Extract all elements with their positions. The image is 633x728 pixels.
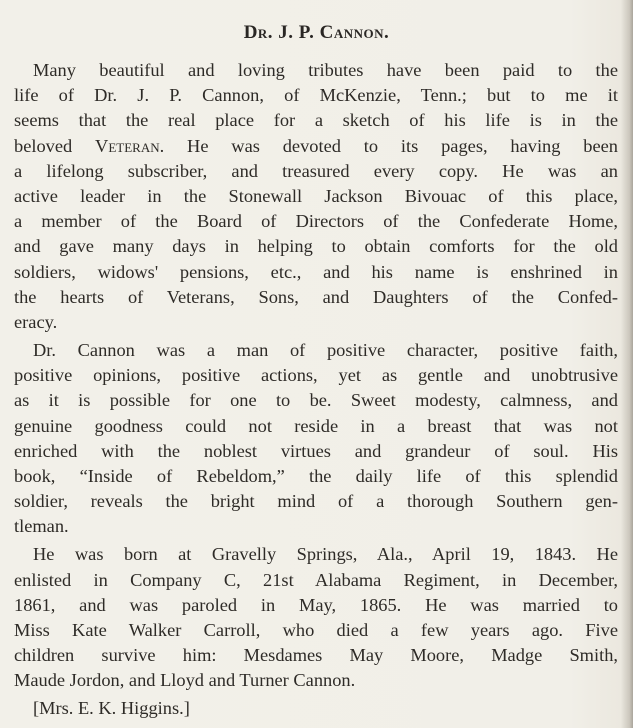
page-edge-shadow (621, 0, 633, 728)
text-fragment: beloved (14, 135, 73, 156)
text-line: as it is possible for one to be. Sweet modesty, calmness, and (14, 390, 618, 411)
text-line: a member of the Board of Directors of the Confederate Home, (14, 211, 618, 232)
text-line: enriched with the noblest virtues and grandeur of soul. His (14, 440, 618, 461)
text-line: soldiers, widows' pensions, etc., and his name is enshrined in (14, 261, 618, 282)
text-fragment: . He was devoted to its pages, having been (159, 135, 618, 156)
text-line: children survive him: Mesdames May Moore, Madge Smith, (14, 645, 618, 666)
text-line: book, “Inside of Rebeldom,” the daily life of this splendid (14, 466, 618, 487)
author-signature: [Mrs. E. K. Higgins.] (33, 698, 190, 719)
text-line: positive opinions, positive actions, yet as gentle and unobtrusive (14, 365, 618, 386)
text-line: eracy. (14, 312, 58, 333)
text-line: Dr. Cannon was a man of positive character, positive faith, (33, 340, 618, 361)
text-line: soldier, reveals the bright mind of a thorough Southern gen- (14, 491, 618, 512)
text-line: seems that the real place for a sketch of his life is in the (14, 110, 618, 131)
text-line: 1861, and was paroled in May, 1865. He was married to (14, 594, 618, 615)
text-line: Maude Jordon, and Lloyd and Turner Cannon. (14, 670, 356, 691)
text-line: genuine goodness could not reside in a breast that was not (14, 415, 618, 436)
article-title: Dr. J. P. Cannon. (243, 22, 390, 43)
text-line: He was born at Gravelly Springs, Ala., April 19, 1843. He (33, 544, 618, 565)
text-line: tleman. (14, 516, 69, 537)
paragraph-2 (14, 338, 618, 540)
paragraph-1 (14, 58, 618, 335)
veteran-small-caps: Veteran (95, 135, 160, 156)
text-line: enlisted in Company C, 21st Alabama Regiment, in December, (14, 569, 618, 590)
paragraph-3 (14, 542, 618, 693)
text-line: a lifelong subscriber, and treasured every copy. He was an (14, 160, 618, 181)
text-line: and gave many days in helping to obtain comforts for the old (14, 236, 618, 257)
text-line: active leader in the Stonewall Jackson Bivouac of this place, (14, 186, 618, 207)
text-line-with-veteran (14, 134, 618, 159)
text-line: Miss Kate Walker Carroll, who died a few years ago. Five (14, 620, 618, 641)
text-line: life of Dr. J. P. Cannon, of McKenzie, Tenn.; but to me it (14, 85, 618, 106)
text-line: the hearts of Veterans, Sons, and Daughters of the Confed- (14, 286, 618, 307)
article-body (14, 58, 618, 722)
text-line: Many beautiful and loving tributes have been paid to the (33, 60, 618, 80)
